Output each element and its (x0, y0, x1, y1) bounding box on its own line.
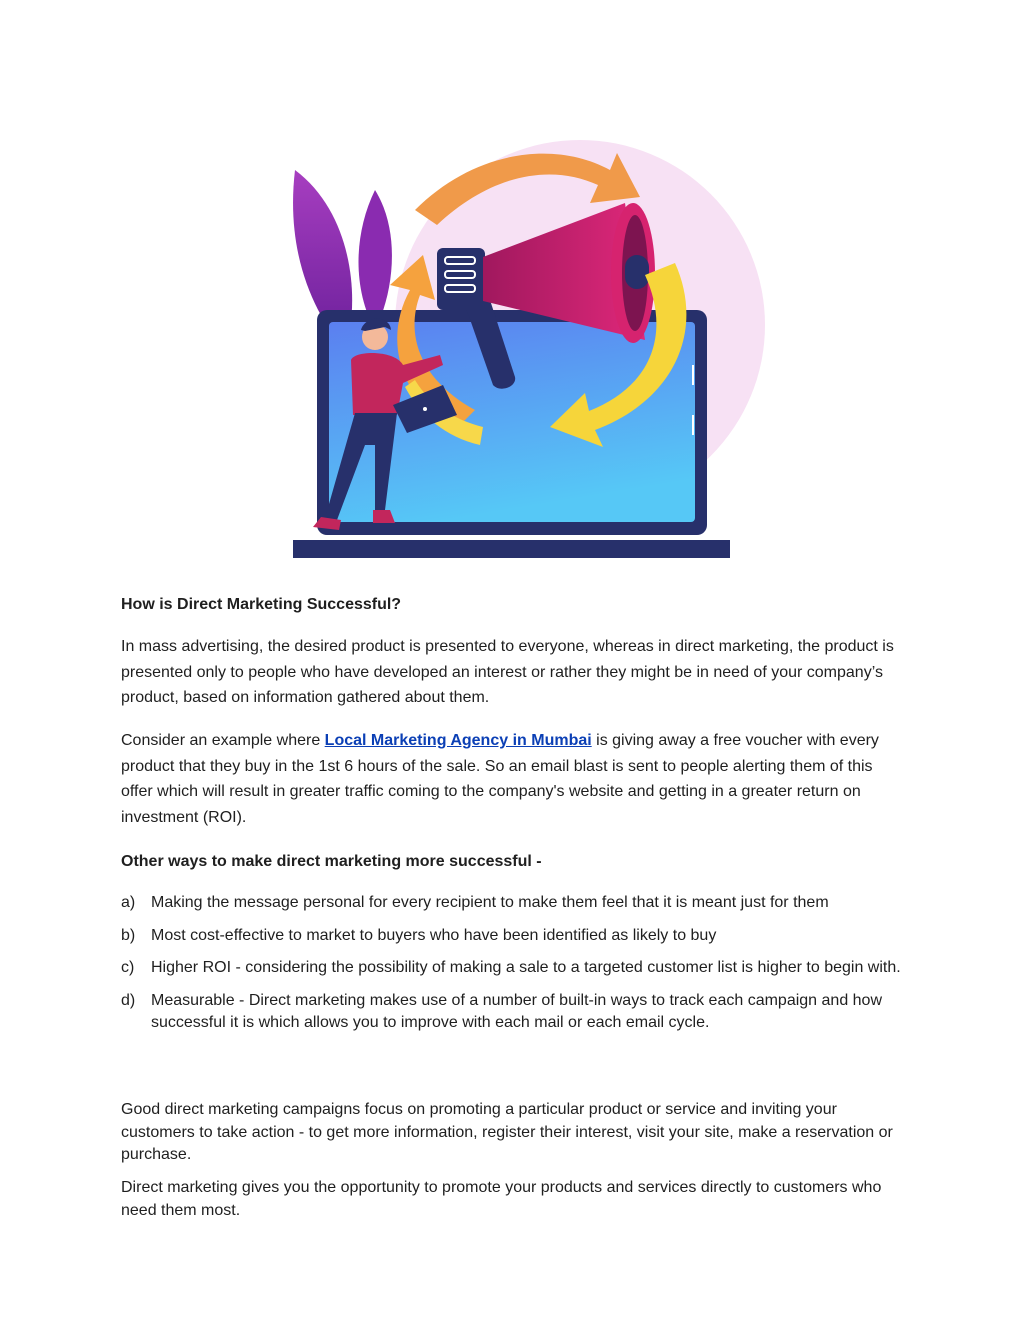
megaphone-illustration-svg (225, 115, 805, 575)
list-item (121, 990, 911, 1035)
list-marker: a) (121, 894, 136, 911)
section-heading-direct-marketing: How is Direct Marketing Successful? (121, 596, 402, 613)
agency-link[interactable]: Local Marketing Agency in Mumbai (324, 732, 592, 749)
list-marker: d) (121, 991, 136, 1009)
list-item (121, 957, 911, 980)
list-marker: b) (121, 926, 136, 944)
list-marker: c) (121, 959, 135, 976)
list-item-text: Higher ROI - considering the possibility of making a sale to a targeted customer list is higher to begin with. (151, 959, 901, 976)
paragraph-example-intro: Consider an example where (121, 732, 325, 749)
section-heading-other-ways: Other ways to make direct marketing more successful - (121, 853, 542, 870)
list-item (121, 892, 911, 915)
paragraph-mass-advertising: In mass advertising, the desired product is presented to everyone, whereas in direct marketing, the product is presented only to people who have developed an interest or rather they might be in need of your company’s product, based on information gathered about them. (121, 638, 894, 706)
paragraph-good-campaigns: Good direct marketing campaigns focus on promoting a particular product or service and inviting your customers to take action - to get more information, register their interest, visit your site, make a reservation or purchase. (121, 1101, 893, 1163)
list-item-text: Making the message personal for every recipient to make them feel that it is meant just for them (151, 894, 829, 911)
leaf-right (359, 190, 392, 330)
marketing-megaphone-illustration (225, 115, 805, 575)
list-item (121, 925, 911, 948)
tips-list (121, 892, 911, 1035)
list-item-text: Most cost-effective to market to buyers who have been identified as likely to buy (151, 926, 717, 944)
laptop-base (293, 540, 730, 558)
list-item-text: Measurable - Direct marketing makes use of a number of built-in ways to track each campaign and how successful it is which allows you to improve with each mail or each email cycle. (151, 991, 883, 1031)
paragraph-example-rest: is giving away a free voucher with every product that they buy in the 1st 6 hours of the sale. So an email blast is sent to people alerting them of this offer which will result in greater traffic coming to the company's website and getting in a greater return on investment (ROI). (121, 732, 879, 826)
paragraph-direct-marketing-opportunity: Direct marketing gives you the opportunity to promote your products and services directly to customers who need them most. (121, 1179, 882, 1219)
paragraph-example (121, 728, 903, 830)
